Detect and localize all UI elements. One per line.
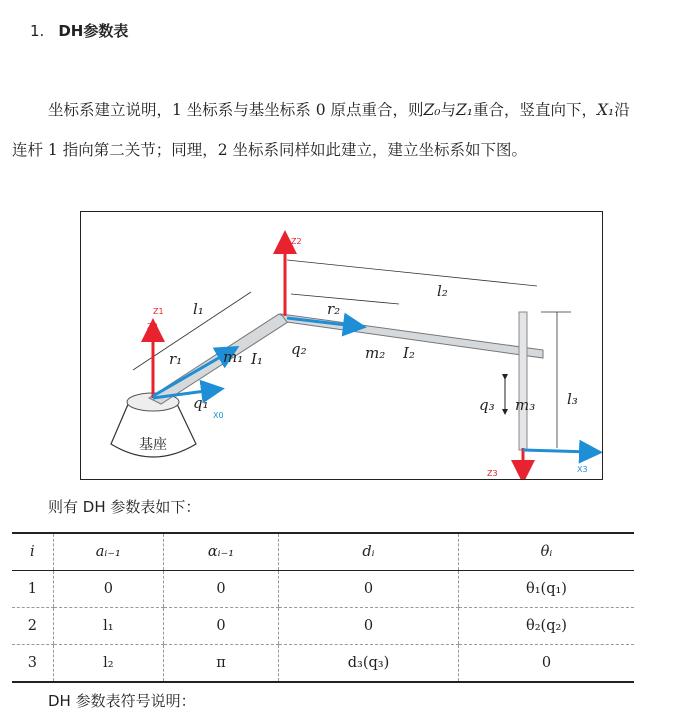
- m1-label: m₁: [223, 348, 244, 366]
- table-cell: 0: [163, 571, 278, 608]
- z0-label: Z0: [147, 322, 158, 331]
- table-cell: 3: [12, 645, 53, 683]
- z2-label: Z2: [291, 237, 302, 246]
- dh-parameter-table: [12, 532, 634, 683]
- robot-arm-diagram: [81, 212, 602, 479]
- q2-label: q₂: [291, 340, 307, 358]
- para-text-3: 沿连杆 1 指向第二关节；同理，2 坐标系同样如此建立，建立坐标系如下图。: [12, 101, 630, 159]
- header-cell: αᵢ₋₁: [163, 533, 278, 571]
- robot-arm-figure: [80, 211, 603, 480]
- table-cell: 0: [163, 608, 278, 645]
- section-title: DH参数表: [58, 22, 129, 40]
- inertia1-label: I₁: [251, 350, 263, 368]
- header-cell: aᵢ₋₁: [53, 533, 163, 571]
- table-caption: 则有 DH 参数表如下：: [48, 498, 201, 516]
- x0-label: X0: [213, 411, 224, 420]
- symbol-x1: X₁: [597, 101, 615, 119]
- section-heading: [30, 20, 128, 41]
- table-header-row: [12, 533, 634, 571]
- table-cell: 0: [279, 608, 459, 645]
- para-text-mid: 与: [440, 101, 457, 119]
- r2-label: r₂: [327, 300, 341, 318]
- table-cell: 1: [12, 571, 53, 608]
- z3-label: Z3: [487, 469, 498, 478]
- table-cell: l₂: [53, 645, 163, 683]
- base-label: 基座: [139, 437, 167, 453]
- link-3-rod: [519, 312, 527, 450]
- r1-label: r₁: [169, 350, 183, 368]
- q1-label: q₁: [193, 394, 209, 412]
- l2-label: l₂: [437, 282, 448, 300]
- footer-text: DH 参数表符号说明：: [48, 692, 196, 710]
- header-cell: θᵢ: [458, 533, 634, 571]
- table-cell: θ₂(q₂): [458, 608, 634, 645]
- table-cell: 0: [279, 571, 459, 608]
- table-cell: 0: [458, 645, 634, 683]
- m3-label: m₃: [515, 396, 536, 414]
- x3-axis: [523, 450, 591, 452]
- x1-axis: [153, 352, 229, 396]
- table-cell: l₁: [53, 608, 163, 645]
- symbol-z0: Z₀: [423, 101, 441, 119]
- header-cell: i: [12, 533, 53, 571]
- section-number: 1.: [30, 22, 45, 40]
- table-cell: θ₁(q₁): [458, 571, 634, 608]
- table-cell: π: [163, 645, 278, 683]
- table-row: [12, 645, 634, 683]
- table-cell: 2: [12, 608, 53, 645]
- para-text-2: 重合，竖直向下，: [473, 101, 598, 119]
- symbol-z1: Z₁: [456, 101, 473, 119]
- l3-label: l₃: [567, 390, 578, 408]
- table-cell: 0: [53, 571, 163, 608]
- r2-dimension: [291, 294, 399, 304]
- q3-label: q₃: [479, 396, 495, 414]
- l2-dimension: [287, 260, 537, 286]
- table-row: [12, 571, 634, 608]
- z1-label: Z1: [153, 307, 164, 316]
- table-row: [12, 608, 634, 645]
- x3-label: X3: [577, 465, 588, 474]
- inertia2-label: I₂: [403, 344, 415, 362]
- description-paragraph: [12, 90, 636, 170]
- table-cell: d₃(q₃): [279, 645, 459, 683]
- header-cell: dᵢ: [279, 533, 459, 571]
- l1-label: l₁: [193, 300, 204, 318]
- para-text-1: 坐标系建立说明，1 坐标系与基坐标系 0 原点重合，则: [48, 101, 424, 119]
- m2-label: m₂: [365, 344, 386, 362]
